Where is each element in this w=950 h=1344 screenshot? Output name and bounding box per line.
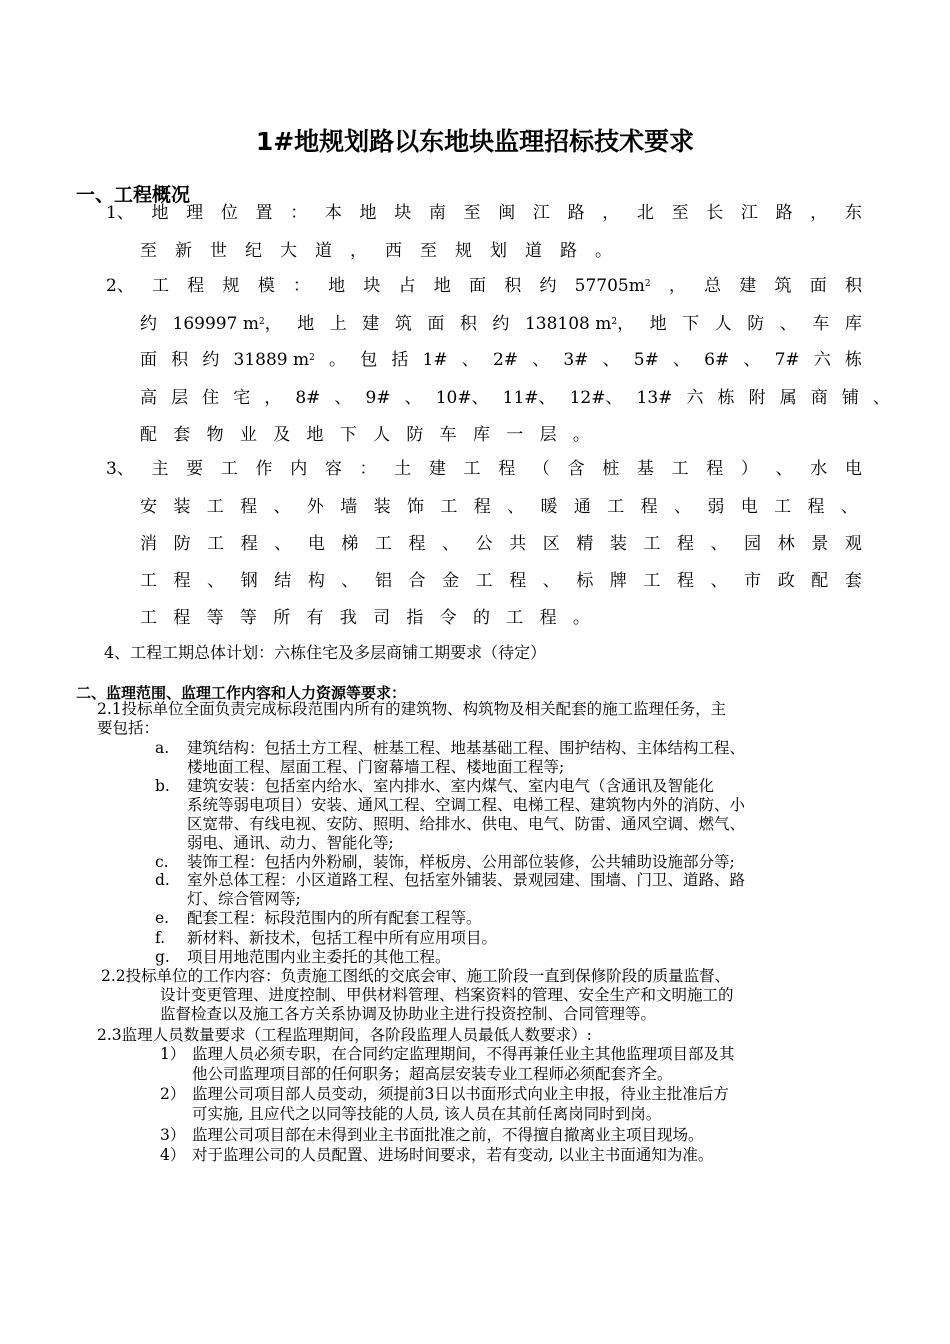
scope-item-marker: d.	[155, 871, 170, 889]
overview-token: 主	[151, 459, 169, 479]
overview-token: 程	[498, 459, 516, 479]
overview-token: ，	[264, 388, 282, 408]
overview-token: 工	[475, 571, 493, 591]
overview-token: 等	[206, 608, 224, 628]
overview-token: 2、	[106, 276, 134, 296]
overview-token: 理	[186, 203, 204, 223]
overview-token: 层	[539, 425, 557, 445]
overview-token: 车	[812, 314, 830, 334]
overview-token: 包	[360, 350, 378, 370]
overview-token: 工	[643, 534, 661, 554]
scope-item-marker: e.	[155, 909, 170, 927]
overview-token: 、	[461, 350, 479, 370]
overview-token: 我	[339, 608, 357, 628]
overview-token: 作	[255, 459, 273, 479]
p21-line2: 要包括：	[97, 719, 160, 737]
overview-token: 桩	[602, 459, 620, 479]
overview-token: 地	[306, 425, 324, 445]
section1-item4: 4、工程工期总体计划：六栋住宅及多层商铺工期要求（待定）	[104, 643, 547, 662]
overview-token: 规	[222, 276, 240, 296]
overview-token: 程	[173, 571, 191, 591]
overview-token: 世	[210, 241, 227, 261]
scope-item-marker: g.	[155, 948, 170, 966]
overview-token: 块	[363, 276, 381, 296]
overview-token: 地	[433, 276, 451, 296]
overview-token: 长	[706, 203, 724, 223]
overview-token: 南	[428, 203, 446, 223]
overview-token: 内	[290, 459, 308, 479]
overview-token: 安	[140, 497, 157, 517]
overview-token: 工	[643, 571, 661, 591]
overview-token: 工	[206, 497, 224, 517]
overview-token: 地	[649, 314, 667, 334]
overview-token: 6#	[704, 350, 730, 370]
overview-token: 块	[394, 203, 412, 223]
overview-token: 1#	[422, 350, 448, 370]
overview-token: 、	[710, 534, 728, 554]
overview-token: 套	[844, 571, 862, 591]
overview-token: 基	[636, 459, 654, 479]
overview-token: 市	[744, 571, 762, 591]
overview-token: 程	[173, 608, 191, 628]
scope-item-text: 建筑结构：包括土方工程、桩基工程、地基基础工程、围护结构、主体结构工程、	[187, 739, 746, 757]
overview-token: ：	[292, 276, 310, 296]
overview-token: 铝	[374, 571, 392, 591]
overview-token: 5#	[633, 350, 659, 370]
overview-line	[140, 347, 862, 373]
overview-token: 闽	[498, 203, 516, 223]
overview-token: 约	[202, 350, 220, 370]
overview-line	[140, 531, 862, 557]
overview-token: 3、	[106, 459, 134, 479]
overview-token: 置	[255, 203, 273, 223]
p21-line1: 2.1投标单位全面负责完成标段范围内所有的建筑物、构筑物及相关配套的施工监理任务，主	[97, 700, 727, 718]
overview-token: ）	[740, 459, 758, 479]
overview-token: 程	[240, 497, 258, 517]
overview-token: 属	[779, 388, 797, 408]
overview-token: ：	[290, 203, 308, 223]
scope-item-text: 室外总体工程：小区道路工程、包括室外铺装、景观园建、围墙、门卫、道路、路	[187, 871, 746, 889]
staffing-item-marker: 4）	[160, 1146, 186, 1164]
overview-token: ：	[359, 459, 377, 479]
overview-token: 地	[328, 276, 346, 296]
overview-token: 物	[206, 425, 224, 445]
overview-token: 总	[704, 276, 722, 296]
scope-item-text: 系统等弱电项目）安装、通风工程、空调工程、电梯工程、建筑物内外的消防、小	[187, 796, 746, 814]
overview-token: 电	[844, 459, 862, 479]
overview-token: 13#	[636, 388, 673, 408]
scope-item-marker: f.	[155, 929, 166, 947]
overview-token: 程	[677, 571, 694, 591]
overview-token: 8#	[295, 388, 321, 408]
p23-heading: 2.3监理人员数量要求（工程监理期间，各阶段监理人员最低人数要求）:	[97, 1026, 592, 1044]
overview-token: 工	[463, 459, 481, 479]
overview-token: 构	[307, 571, 325, 591]
overview-token: 有	[306, 608, 324, 628]
overview-token: 程	[706, 459, 724, 479]
overview-token: 7#	[774, 350, 800, 370]
overview-token: 人	[714, 314, 732, 334]
document-title: 1#地规划路以东地块监理招标技术要求	[255, 127, 695, 156]
overview-line	[140, 385, 890, 411]
overview-token: 、	[207, 571, 225, 591]
overview-line	[140, 568, 862, 594]
overview-token: 林	[777, 534, 795, 554]
overview-token: 31889 $m^2$	[233, 350, 315, 370]
overview-token: 、	[507, 497, 525, 517]
overview-token: 地	[297, 314, 315, 334]
overview-line	[140, 238, 612, 264]
overview-token: 防	[747, 314, 765, 334]
overview-token: 库	[472, 425, 490, 445]
overview-token: 区	[542, 534, 560, 554]
p22-line: 设计变更管理、进度控制、甲供材料管理、档案资料的管理、安全生产和文明施工的	[160, 986, 734, 1004]
overview-token: 工	[207, 534, 225, 554]
overview-token: 、	[274, 534, 292, 554]
overview-token: 配	[140, 425, 157, 445]
overview-token: 2#	[492, 350, 519, 370]
overview-token: 暖	[540, 497, 558, 517]
overview-token: 车	[439, 425, 457, 445]
overview-token: 防	[406, 425, 424, 445]
overview-token: 约	[492, 314, 510, 334]
overview-token: 建	[428, 459, 446, 479]
overview-token: 、	[872, 388, 890, 408]
overview-token: 的	[472, 608, 490, 628]
scope-item-text: 灯、综合管网等;	[187, 890, 301, 908]
overview-token: 水	[810, 459, 828, 479]
overview-token: 、	[532, 350, 550, 370]
overview-token: 配	[811, 571, 829, 591]
overview-token: 工	[506, 608, 524, 628]
overview-token: 138108 $m^2$，	[524, 314, 635, 334]
overview-token: 。	[572, 608, 590, 628]
overview-token: 层	[171, 388, 189, 408]
overview-token: 程	[408, 534, 426, 554]
overview-token: 六	[686, 388, 704, 408]
overview-token: 库	[844, 314, 862, 334]
overview-token: 土	[394, 459, 412, 479]
overview-token: （	[532, 459, 550, 479]
overview-token: 程	[677, 534, 694, 554]
staffing-item-text: 监理公司项目部在未得到业主书面批准之前，不得擅自撤离业主项目现场。	[192, 1126, 704, 1144]
overview-token: 商	[810, 388, 828, 408]
overview-token: 至	[140, 241, 157, 261]
overview-token: 金	[442, 571, 460, 591]
overview-token: 防	[173, 534, 191, 554]
overview-token: 栋	[844, 350, 862, 370]
scope-item-text: 新材料、新技术，包括工程中所有应用项目。	[187, 929, 498, 947]
overview-token: 至	[420, 241, 437, 261]
overview-token: 外	[306, 497, 324, 517]
overview-token: 装	[173, 497, 191, 517]
overview-token: 合	[408, 571, 426, 591]
overview-token: 工	[774, 497, 792, 517]
overview-token: 、	[673, 350, 690, 370]
overview-token: 、	[341, 571, 359, 591]
overview-token: 含	[567, 459, 585, 479]
overview-token: 工	[140, 571, 157, 591]
overview-token: 路	[560, 241, 577, 261]
overview-token: 程	[640, 497, 658, 517]
overview-token: 位	[220, 203, 238, 223]
overview-token: 本	[324, 203, 342, 223]
overview-token: 规	[455, 241, 472, 261]
staffing-item-marker: 2）	[160, 1085, 186, 1103]
overview-token: 工	[152, 276, 170, 296]
overview-token: 共	[509, 534, 527, 554]
overview-token: 钢	[240, 571, 258, 591]
overview-token: 江	[740, 203, 758, 223]
overview-token: 所	[273, 608, 291, 628]
p22-line: 监督检查以及施工各方关系协调及协助业主进行投资控制、合同管理等。	[160, 1005, 657, 1023]
overview-token: 面	[427, 314, 445, 334]
overview-token: 积	[844, 276, 862, 296]
overview-token: 墙	[340, 497, 358, 517]
staffing-item-text: 他公司监理项目部的任何职务；超高层安装专业工程师必须配套齐全。	[192, 1065, 673, 1083]
overview-token: 积	[504, 276, 522, 296]
staffing-item-text: 监理人员必须专职，在合同约定监理期间，不得再兼任业主其他监理项目部及其	[192, 1045, 735, 1063]
overview-token: 六	[813, 350, 831, 370]
scope-item-text: 区宽带、有线电视、安防、照明、给排水、供电、电气、防雷、通风空调、燃气、	[187, 815, 746, 833]
overview-token: 程	[539, 608, 557, 628]
overview-token: 模	[257, 276, 275, 296]
overview-token: ，	[602, 203, 620, 223]
overview-token: 饰	[407, 497, 424, 517]
overview-token: 栋	[717, 388, 735, 408]
overview-token: 工	[220, 459, 238, 479]
overview-token: 、	[542, 571, 560, 591]
overview-token: 筑	[394, 314, 412, 334]
staffing-item-marker: 3）	[160, 1126, 186, 1144]
overview-token: 括	[391, 350, 409, 370]
overview-token: 、	[779, 314, 797, 334]
overview-token: 、	[674, 497, 691, 517]
overview-token: 积	[171, 350, 189, 370]
overview-token: 标	[576, 571, 594, 591]
overview-token: 司	[373, 608, 391, 628]
overview-token: 装	[373, 497, 391, 517]
scope-item-text: 配套工程：标段范围内的所有配套工程等。	[187, 909, 482, 927]
overview-token: 工	[140, 608, 157, 628]
overview-token: 梯	[341, 534, 359, 554]
overview-token: 积	[459, 314, 477, 334]
overview-token: 1、	[106, 203, 134, 223]
overview-token: 、	[840, 497, 858, 517]
overview-token: 、	[334, 388, 352, 408]
overview-token: 、	[273, 497, 291, 517]
overview-token: 大	[280, 241, 297, 261]
p22-line: 2.2投标单位的工作内容：负责施工图纸的交底会审、施工阶段一直到保修阶段的质量监督、	[101, 967, 731, 985]
overview-token: 11#、	[502, 388, 556, 408]
scope-item-text: 装饰工程：包括内外粉刷，装饰，样板房、公用部位装修，公共辅助设施部分等;	[187, 853, 735, 871]
overview-token: 人	[373, 425, 391, 445]
overview-token: 。	[595, 241, 612, 261]
overview-token: 纪	[245, 241, 262, 261]
overview-token: 地	[151, 203, 169, 223]
overview-token: 北	[636, 203, 654, 223]
overview-token: 工	[671, 459, 689, 479]
overview-token: 工	[607, 497, 625, 517]
overview-token: 宅	[233, 388, 251, 408]
staffing-item-text: 对于监理公司的人员配置、进场时间要求，若有变动, 以业主书面通知为准。	[192, 1146, 714, 1164]
overview-token: 装	[609, 534, 627, 554]
overview-line	[106, 273, 862, 299]
overview-token: 3#	[563, 350, 589, 370]
overview-token: 至	[671, 203, 689, 223]
overview-token: 下	[682, 314, 700, 334]
overview-token: 西	[385, 241, 402, 261]
overview-token: 划	[490, 241, 507, 261]
overview-line	[140, 311, 862, 337]
overview-line	[140, 605, 590, 631]
scope-item-marker: b.	[155, 777, 170, 795]
overview-token: 高	[140, 388, 157, 408]
overview-token: 牌	[609, 571, 627, 591]
overview-token: ，	[668, 276, 686, 296]
overview-token: 公	[475, 534, 493, 554]
overview-token: 道	[315, 241, 332, 261]
overview-token: 道	[525, 241, 542, 261]
overview-token: 容	[324, 459, 342, 479]
section2-heading: 二、监理范围、监理工作内容和人力资源等要求：	[76, 684, 407, 702]
overview-token: 弱	[707, 497, 725, 517]
overview-token: 江	[532, 203, 550, 223]
overview-token: 路	[775, 203, 793, 223]
overview-token: 至	[463, 203, 481, 223]
overview-token: 占	[398, 276, 416, 296]
overview-token: 。	[329, 350, 347, 370]
overview-token: 新	[175, 241, 192, 261]
overview-token: 建	[362, 314, 380, 334]
overview-token: 10#、	[435, 388, 489, 408]
overview-token: 程	[509, 571, 527, 591]
overview-token: 9#	[365, 388, 391, 408]
overview-token: 、	[602, 350, 620, 370]
staffing-item-text: 可实施, 且应代之以同等技能的人员, 该人员在其前任离岗同时到岗。	[192, 1105, 662, 1123]
overview-token: 约	[539, 276, 557, 296]
overview-token: 套	[173, 425, 191, 445]
overview-token: 、	[775, 459, 793, 479]
overview-token: 下	[339, 425, 357, 445]
overview-token: 铺	[841, 388, 859, 408]
overview-token: 程	[240, 534, 258, 554]
overview-token: 面	[809, 276, 827, 296]
overview-token: 附	[748, 388, 766, 408]
overview-token: 面	[140, 350, 157, 370]
overview-token: 住	[202, 388, 220, 408]
overview-token: 一	[506, 425, 524, 445]
staffing-item-marker: 1）	[160, 1045, 186, 1063]
overview-token: 169997 $m^2$，	[172, 314, 282, 334]
overview-token: 工	[440, 497, 458, 517]
overview-token: 精	[576, 534, 594, 554]
overview-token: 电	[307, 534, 325, 554]
overview-token: 上	[329, 314, 347, 334]
scope-item-text: 弱电、通讯、动力、智能化等;	[187, 834, 394, 852]
scope-item-text: 建筑安装：包括室内给水、室内排水、室内煤气、室内电气（含通讯及智能化	[187, 777, 715, 795]
overview-token: 观	[844, 534, 862, 554]
overview-line	[140, 494, 858, 520]
overview-token: 景	[811, 534, 829, 554]
overview-token: 指	[406, 608, 424, 628]
overview-token: 地	[359, 203, 377, 223]
overview-token: 及	[273, 425, 291, 445]
overview-line	[106, 456, 862, 482]
overview-token: ，	[810, 203, 828, 223]
overview-token: 东	[844, 203, 862, 223]
overview-token: 令	[439, 608, 457, 628]
scope-item-text: 项目用地范围内业主委托的其他工程。	[187, 948, 451, 966]
overview-token: 约	[140, 314, 157, 334]
overview-line	[106, 200, 862, 226]
overview-token: 结	[274, 571, 292, 591]
scope-item-marker: c.	[155, 853, 169, 871]
overview-token: 消	[140, 534, 157, 554]
scope-item-marker: a.	[155, 739, 170, 757]
scope-item-text: 楼地面工程、屋面工程、门窗幕墙工程、楼地面工程等;	[187, 758, 565, 776]
overview-token: 建	[739, 276, 757, 296]
section1-heading: 一、工程概况	[76, 184, 191, 206]
overview-token: 。	[572, 425, 590, 445]
overview-token: 园	[744, 534, 762, 554]
overview-token: ，	[350, 241, 367, 261]
overview-token: 程	[807, 497, 825, 517]
overview-token: 筑	[774, 276, 792, 296]
overview-token: 程	[187, 276, 205, 296]
staffing-item-text: 监理公司项目部人员变动，须提前3日以书面形式向业主申报，待业主批准后方	[192, 1085, 729, 1103]
overview-token: 、	[404, 388, 422, 408]
overview-token: 、	[743, 350, 761, 370]
overview-token: $57705m^2$	[574, 276, 651, 296]
overview-token: 工	[374, 534, 392, 554]
overview-token: 电	[740, 497, 758, 517]
overview-line	[140, 422, 590, 448]
overview-token: 路	[567, 203, 585, 223]
overview-token: 要	[186, 459, 204, 479]
overview-token: 通	[573, 497, 591, 517]
overview-token: 程	[473, 497, 491, 517]
overview-token: 等	[239, 608, 257, 628]
overview-token: 业	[239, 425, 257, 445]
overview-token: 面	[469, 276, 487, 296]
overview-token: 、	[442, 534, 460, 554]
overview-token: 、	[710, 571, 728, 591]
overview-token: 政	[777, 571, 795, 591]
overview-token: 12#、	[569, 388, 623, 408]
